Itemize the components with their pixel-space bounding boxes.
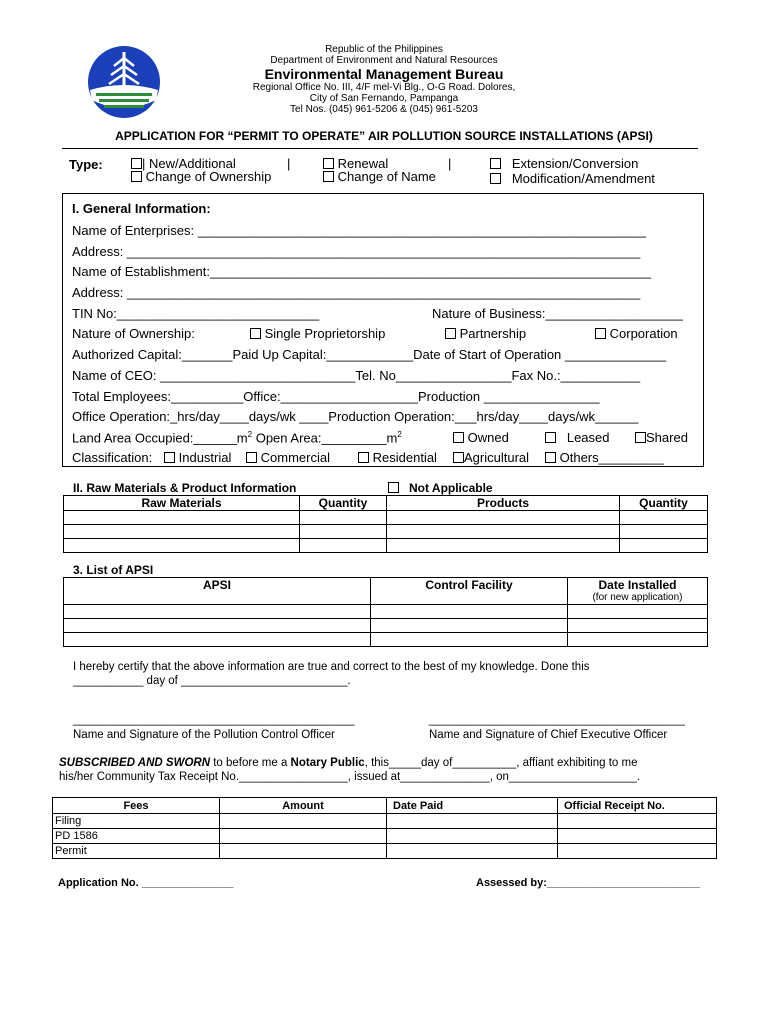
- table-cell[interactable]: [620, 539, 708, 553]
- classification-label: Classification:: [72, 450, 153, 465]
- sworn-text: to before me a: [210, 757, 291, 769]
- checkbox-icon[interactable]: [545, 452, 556, 463]
- table-row: [64, 511, 708, 525]
- checkbox-icon[interactable]: [250, 328, 261, 339]
- fee-name: Permit: [53, 844, 220, 859]
- ownership-partnership[interactable]: [445, 326, 526, 341]
- type-option-extension[interactable]: [490, 156, 638, 171]
- option-label: Not Applicable: [409, 481, 493, 495]
- checkbox-icon[interactable]: [131, 158, 142, 169]
- sworn-bold: SUBSCRIBED AND SWORN: [59, 757, 210, 769]
- header-tel: Tel Nos. (045) 961-5206 & (045) 961-5203: [290, 104, 478, 115]
- sworn-line-2[interactable]: his/her Community Tax Receipt No._________________, issued at______________, on____________________.: [59, 771, 641, 783]
- table-cell[interactable]: [387, 511, 620, 525]
- address-field-2[interactable]: Address: _______________________________________________________________________: [72, 285, 641, 300]
- option-label: Change of Name: [337, 169, 436, 184]
- area-owned[interactable]: [453, 430, 509, 445]
- ceo-signature-line[interactable]: ________________________________________: [429, 714, 685, 726]
- option-label: Single Proprietorship: [264, 326, 386, 341]
- raw-materials-heading: II. Raw Materials & Product Information: [73, 481, 297, 495]
- option-label: Agricultural: [464, 450, 530, 465]
- sworn-text: , this_____day of__________, affiant exhibiting to me: [364, 757, 638, 769]
- capital-field[interactable]: Authorized Capital:_______Paid Up Capital:____________Date of Start of Operation ______________: [72, 347, 667, 362]
- checkbox-icon[interactable]: [490, 158, 501, 169]
- table-cell[interactable]: [620, 511, 708, 525]
- application-number-field[interactable]: Application No. _______________: [58, 877, 234, 889]
- table-row: [53, 844, 717, 859]
- checkbox-icon[interactable]: [323, 171, 334, 182]
- checkbox-icon[interactable]: [164, 452, 175, 463]
- column-header: Amount: [220, 798, 387, 814]
- checkbox-icon[interactable]: [131, 171, 142, 182]
- notary-public: Notary Public: [290, 757, 365, 769]
- name-enterprises-field[interactable]: Name of Enterprises: ______________________________________________________________: [72, 223, 646, 238]
- header-bureau: Environmental Management Bureau: [264, 66, 504, 82]
- class-others[interactable]: [545, 450, 664, 465]
- option-label: Shared: [646, 430, 688, 445]
- column-header: Raw Materials: [64, 496, 300, 511]
- table-cell[interactable]: [568, 633, 708, 647]
- raw-materials-table: [63, 495, 708, 553]
- option-label: Residential: [372, 450, 437, 465]
- ownership-corporation[interactable]: [595, 326, 678, 341]
- table-cell[interactable]: [558, 844, 717, 859]
- superscript: 2: [247, 430, 253, 439]
- ownership-single[interactable]: [250, 326, 385, 341]
- sworn-line-1: [59, 757, 638, 769]
- table-cell[interactable]: [568, 619, 708, 633]
- table-cell[interactable]: [371, 633, 568, 647]
- column-header: APSI: [64, 578, 371, 605]
- checkbox-icon[interactable]: [323, 158, 334, 169]
- table-cell[interactable]: [558, 814, 717, 829]
- table-cell[interactable]: [220, 814, 387, 829]
- address-field-1[interactable]: Address: _______________________________________________________________________: [72, 244, 641, 259]
- table-cell[interactable]: [220, 844, 387, 859]
- open-area-label: Open Area:_________m: [252, 430, 398, 446]
- column-header: [568, 578, 708, 605]
- fees-table: [52, 797, 717, 859]
- table-cell[interactable]: [387, 539, 620, 553]
- type-separator: |: [448, 156, 452, 171]
- area-leased[interactable]: [545, 430, 610, 445]
- table-cell[interactable]: [371, 605, 568, 619]
- checkbox-icon[interactable]: [635, 432, 646, 443]
- checkbox-icon[interactable]: [453, 432, 464, 443]
- certify-line-2[interactable]: ___________ day of __________________________.: [73, 675, 351, 687]
- option-label: Others_________: [559, 450, 664, 465]
- employees-field[interactable]: Total Employees:__________Office:___________________Production ________________: [72, 389, 600, 404]
- checkbox-icon[interactable]: [358, 452, 369, 463]
- option-label: New/Additional: [149, 156, 236, 171]
- table-row: [53, 814, 717, 829]
- type-option-change-ownership[interactable]: [131, 169, 271, 184]
- table-cell[interactable]: [64, 539, 300, 553]
- date-installed-note: (for new application): [592, 592, 683, 603]
- option-label: Commercial: [260, 450, 330, 465]
- type-separator: |: [287, 156, 291, 171]
- area-field[interactable]: [72, 430, 402, 445]
- land-area-label: Land Area Occupied:______m: [72, 430, 248, 446]
- type-option-new[interactable]: | New/Additional: [131, 156, 236, 171]
- table-cell[interactable]: [300, 511, 387, 525]
- table-cell[interactable]: [558, 829, 717, 844]
- option-label: Partnership: [459, 326, 527, 341]
- certify-line-1: I hereby certify that the above information are true and correct to the best of my knowledge. Done this: [73, 661, 590, 673]
- header-office: Regional Office No. III, 4/F mel-Vi Blg., O-G Road. Dolores,: [252, 82, 516, 93]
- option-label: Change of Ownership: [145, 169, 272, 184]
- table-row: [64, 619, 708, 633]
- column-header: Quantity: [300, 496, 387, 511]
- table-cell[interactable]: [387, 814, 558, 829]
- table-row: [64, 633, 708, 647]
- nature-ownership-label: Nature of Ownership:: [72, 326, 195, 341]
- operation-field[interactable]: Office Operation:_hrs/day____days/wk ____Production Operation:___hrs/day____days/wk______: [72, 409, 639, 424]
- column-header: Fees: [53, 798, 220, 814]
- table-cell[interactable]: [64, 511, 300, 525]
- checkbox-icon[interactable]: [595, 328, 606, 339]
- table-cell[interactable]: [300, 539, 387, 553]
- table-cell[interactable]: [64, 525, 300, 539]
- table-cell[interactable]: [64, 605, 371, 619]
- superscript: 2: [397, 430, 402, 439]
- option-label: Renewal: [337, 156, 389, 171]
- type-label: Type:: [69, 157, 103, 172]
- apsi-heading: 3. List of APSI: [73, 563, 154, 577]
- column-header: Quantity: [620, 496, 708, 511]
- header-city: City of San Fernando, Pampanga: [309, 93, 459, 104]
- class-commercial[interactable]: [246, 450, 330, 465]
- table-cell[interactable]: [387, 829, 558, 844]
- type-option-change-name[interactable]: [323, 169, 436, 184]
- column-header: Control Facility: [371, 578, 568, 605]
- checkbox-icon[interactable]: [453, 452, 464, 463]
- column-header: Date Paid: [387, 798, 558, 814]
- checkbox-icon[interactable]: [445, 328, 456, 339]
- fee-name: Filing: [53, 814, 220, 829]
- table-cell[interactable]: [568, 605, 708, 619]
- option-label: Extension/Conversion: [511, 156, 639, 171]
- fee-name: PD 1586: [53, 829, 220, 844]
- checkbox-icon[interactable]: [246, 452, 257, 463]
- general-info-heading: I. General Information:: [72, 201, 211, 216]
- header-republic: Republic of the Philippines: [325, 44, 443, 55]
- class-agricultural[interactable]: [453, 450, 529, 465]
- apsi-table: [63, 577, 708, 647]
- option-label: Leased: [566, 430, 610, 445]
- table-cell[interactable]: [387, 844, 558, 859]
- table-row: [64, 525, 708, 539]
- class-residential[interactable]: [358, 450, 437, 465]
- tin-field[interactable]: TIN No:____________________________: [72, 306, 320, 321]
- table-row: [64, 539, 708, 553]
- table-cell[interactable]: [64, 619, 371, 633]
- ceo-field[interactable]: Name of CEO: ___________________________Tel. No________________Fax No.:___________: [72, 368, 641, 383]
- title-rule: [62, 148, 698, 149]
- area-shared[interactable]: [635, 430, 688, 445]
- table-row: [64, 605, 708, 619]
- date-installed-label: Date Installed: [598, 578, 677, 592]
- table-cell[interactable]: [620, 525, 708, 539]
- table-cell[interactable]: [300, 525, 387, 539]
- option-label: Corporation: [609, 326, 678, 341]
- checkbox-icon[interactable]: [545, 432, 556, 443]
- pco-signature-label: Name and Signature of the Pollution Control Officer: [73, 729, 335, 741]
- ceo-signature-label: Name and Signature of Chief Executive Officer: [429, 729, 668, 741]
- header-department: Department of Environment and Natural Resources: [270, 55, 498, 66]
- form-title: APPLICATION FOR “PERMIT TO OPERATE” AIR POLLUTION SOURCE INSTALLATIONS (APSI): [115, 129, 653, 143]
- checkbox-icon[interactable]: [490, 173, 501, 184]
- assessed-by-field[interactable]: Assessed by:_________________________: [476, 877, 700, 889]
- option-label: Industrial: [178, 450, 232, 465]
- table-cell[interactable]: [387, 525, 620, 539]
- table-cell[interactable]: [64, 633, 371, 647]
- column-header: Official Receipt No.: [558, 798, 717, 814]
- option-label: Modification/Amendment: [511, 171, 655, 186]
- class-industrial[interactable]: [164, 450, 231, 465]
- option-label: Owned: [467, 430, 509, 445]
- pco-signature-line[interactable]: ____________________________________________: [73, 714, 355, 726]
- table-cell[interactable]: [371, 619, 568, 633]
- column-header: Products: [387, 496, 620, 511]
- nature-business-field[interactable]: Nature of Business:___________________: [432, 306, 683, 321]
- table-cell[interactable]: [220, 829, 387, 844]
- type-option-modification[interactable]: [490, 171, 655, 186]
- table-row: [53, 829, 717, 844]
- checkbox-icon[interactable]: [388, 482, 399, 493]
- name-establishment-field[interactable]: Name of Establishment:_____________________________________________________________: [72, 264, 652, 279]
- not-applicable-option[interactable]: [388, 481, 493, 495]
